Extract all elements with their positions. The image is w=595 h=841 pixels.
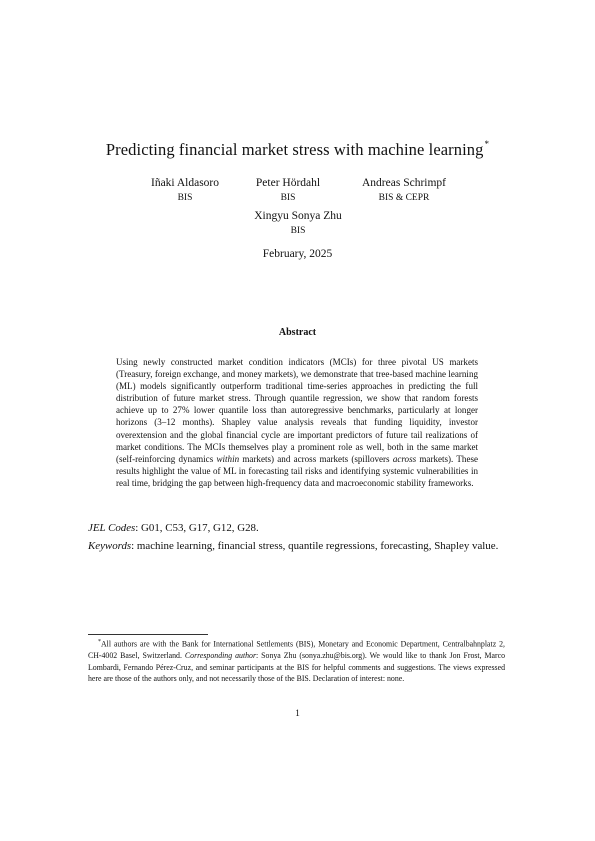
jel-codes: : G01, C53, G17, G12, G28. [135, 522, 259, 534]
jel-label: JEL Codes [88, 522, 136, 534]
author-affiliation: BIS & CEPR [378, 193, 430, 203]
author-affiliation: BIS [177, 193, 193, 203]
title-footnote-mark: * [484, 139, 490, 149]
author-name: Peter Hördahl [255, 177, 321, 189]
author-block-4 [228, 209, 368, 238]
page-number: 1 [295, 709, 300, 719]
footnote [88, 637, 505, 685]
footnote-mark: * [98, 639, 101, 645]
footnote-rule [88, 634, 208, 635]
publication-date: February, 2025 [262, 248, 333, 260]
paper-title [0, 140, 595, 160]
abstract-emphasis: across [392, 453, 417, 464]
abstract-segment: markets). These results highlight the value of ML in forecasting tail risks and identifying systemic vulnerabilities in real time, bridging the gap between high-frequency data and macroeconomic stability frameworks. [116, 453, 478, 488]
abstract-emphasis: within [216, 453, 240, 464]
footnote-segment: : Sonya Zhu (sonya.zhu@bis.org). We would like to thank Jon Frost, Marco Lombardi, Fernando Pérez-Cruz, and seminar participants at the BIS for helpful comments and suggestions. The views expressed here are those of the authors only, and not necessarily those of the BIS. Declaration of interest: none. [88, 651, 505, 684]
author-affiliation: BIS [280, 193, 296, 203]
author-name: Andreas Schrimpf [362, 177, 446, 189]
abstract-heading: Abstract [278, 327, 317, 338]
author-affiliation: BIS [290, 226, 306, 236]
footnote-emphasis: Corresponding author [184, 651, 257, 661]
author-block-3 [334, 176, 474, 205]
abstract-text [116, 356, 478, 489]
abstract-segment: markets) and across markets (spillovers [239, 453, 393, 464]
abstract-segment: Using newly constructed market condition indicators (MCIs) for three pivotal US markets (Treasury, foreign exchange, and money markets), we demonstrate that tree-based machine learning (ML) models significantly outperform traditional time-series approaches in predicting the full distribution of future market stress. Through quantile regression, we show that random forests achieve up to 27% lower quantile loss than autoregressive benchmarks, particularly at longer horizons (3–12 months). Shapley value analysis reveals that funding liquidity, investor overextension and the global financial cycle are important predictors of future tail realizations of market conditions. The MCIs themselves play a prominent role as well, both in the same market (self-reinforcing dynamics [116, 357, 478, 464]
codes-section [88, 520, 508, 557]
title-text: Predicting financial market stress with machine learning [105, 140, 484, 159]
footnote-segment: All authors are with the Bank for International Settlements (BIS), Monetary and Economic Department, Centralbahnplatz 2, CH-4002 Basel, Switzerland. [88, 639, 505, 661]
jel-codes-line [88, 520, 508, 537]
keywords-line [88, 537, 508, 557]
author-name: Iñaki Aldasoro [150, 177, 220, 189]
keywords: : machine learning, financial stress, quantile regressions, forecasting, Shapley value. [131, 540, 499, 552]
keywords-label: Keywords [88, 540, 132, 552]
author-name: Xingyu Sonya Zhu [254, 210, 342, 222]
